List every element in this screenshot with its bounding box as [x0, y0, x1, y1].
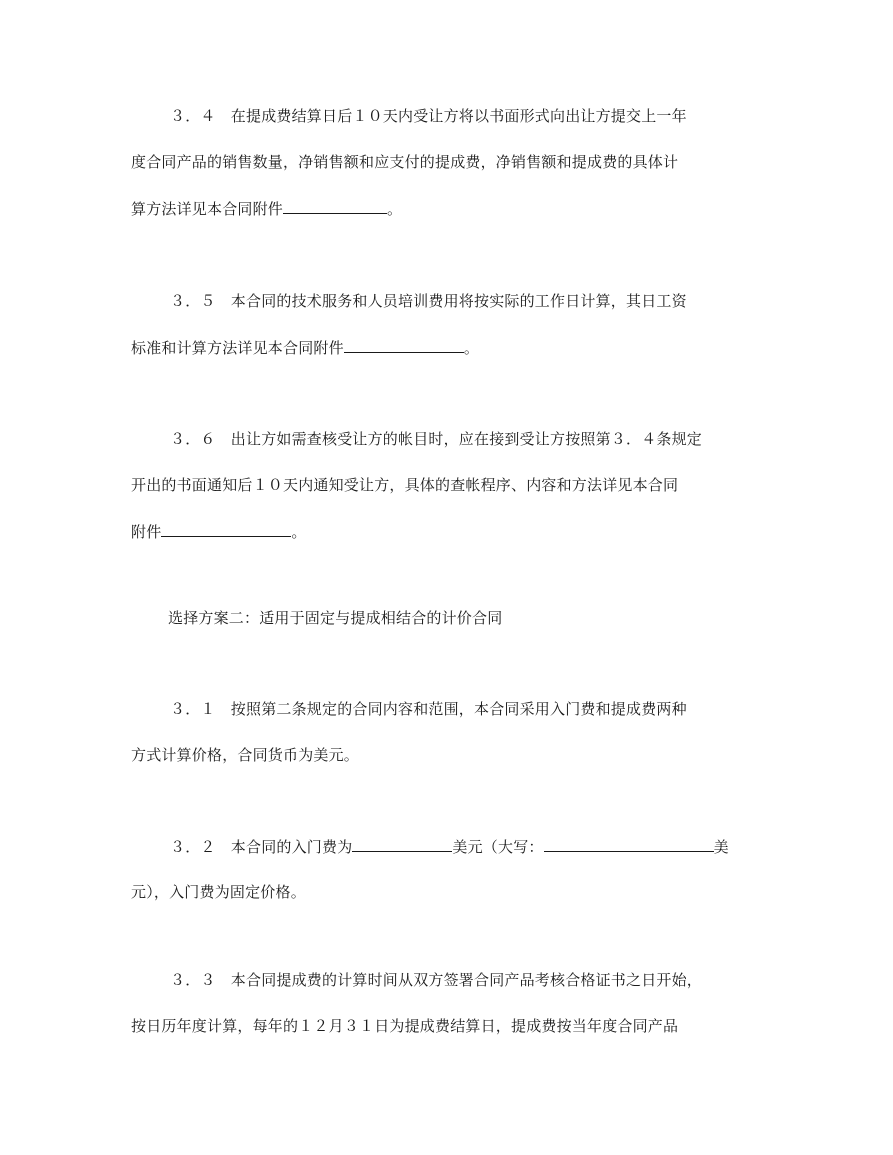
- clause-3-2-text-c: 美: [713, 838, 729, 856]
- clause-3-1-line-1: ３．１ 按照第二条规定的合同内容和范围，本合同采用入门费和提成费两种: [170, 700, 687, 718]
- attachment-blank-3-6[interactable]: [161, 521, 291, 537]
- clause-3-4-line-3-text: 算方法详见本合同附件: [131, 200, 284, 218]
- entry-fee-words-blank[interactable]: [544, 836, 714, 852]
- clause-3-5-line-2: [131, 337, 479, 358]
- clause-3-2-line-2: 元），入门费为固定价格。: [131, 883, 306, 901]
- clause-3-4-line-3: [131, 198, 402, 219]
- clause-3-2-text-a: ３．２ 本合同的入门费为: [170, 838, 353, 856]
- attachment-blank-3-5[interactable]: [344, 337, 464, 353]
- clause-3-5-line-2-end: 。: [463, 339, 480, 357]
- clause-3-5-line-1: ３．５ 本合同的技术服务和人员培训费用将按实际的工作日计算，其日工资: [170, 292, 687, 310]
- clause-3-1-line-2: 方式计算价格，合同货币为美元。: [131, 746, 360, 764]
- clause-3-4-line-3-end: 。: [387, 200, 403, 218]
- clause-3-2-line-1: [170, 836, 729, 857]
- clause-3-4-line-2: 度合同产品的销售数量，净销售额和应支付的提成费，净销售额和提成费的具体计: [131, 153, 679, 171]
- clause-3-3-line-1: ３．３ 本合同提成费的计算时间从双方签署合同产品考核合格证书之日开始，: [170, 971, 703, 989]
- clause-3-3-line-2: 按日历年度计算，每年的１２月３１日为提成费结算日，提成费按当年度合同产品: [131, 1017, 679, 1035]
- clause-3-6-line-3: [131, 521, 307, 542]
- clause-3-2-text-b: 美元（大写：: [452, 838, 544, 856]
- clause-3-6-line-3-end: 。: [291, 523, 307, 541]
- clause-3-6-line-1: ３．６ 出让方如需查核受让方的帐目时，应在接到受让方按照第３．４条规定: [170, 430, 703, 448]
- entry-fee-amount-blank[interactable]: [352, 836, 452, 852]
- clause-3-5-line-2-text: 标准和计算方法详见本合同附件: [131, 339, 344, 357]
- attachment-blank-3-4[interactable]: [283, 198, 387, 214]
- clause-3-4-line-1: ３．４ 在提成费结算日后１０天内受让方将以书面形式向出让方提交上一年: [170, 107, 687, 125]
- clause-3-6-line-3-text: 附件: [131, 523, 162, 541]
- clause-3-6-line-2: 开出的书面通知后１０天内通知受让方，具体的查帐程序、内容和方法详见本合同: [131, 476, 679, 494]
- option-2-heading: 选择方案二：适用于固定与提成相结合的计价合同: [168, 609, 503, 627]
